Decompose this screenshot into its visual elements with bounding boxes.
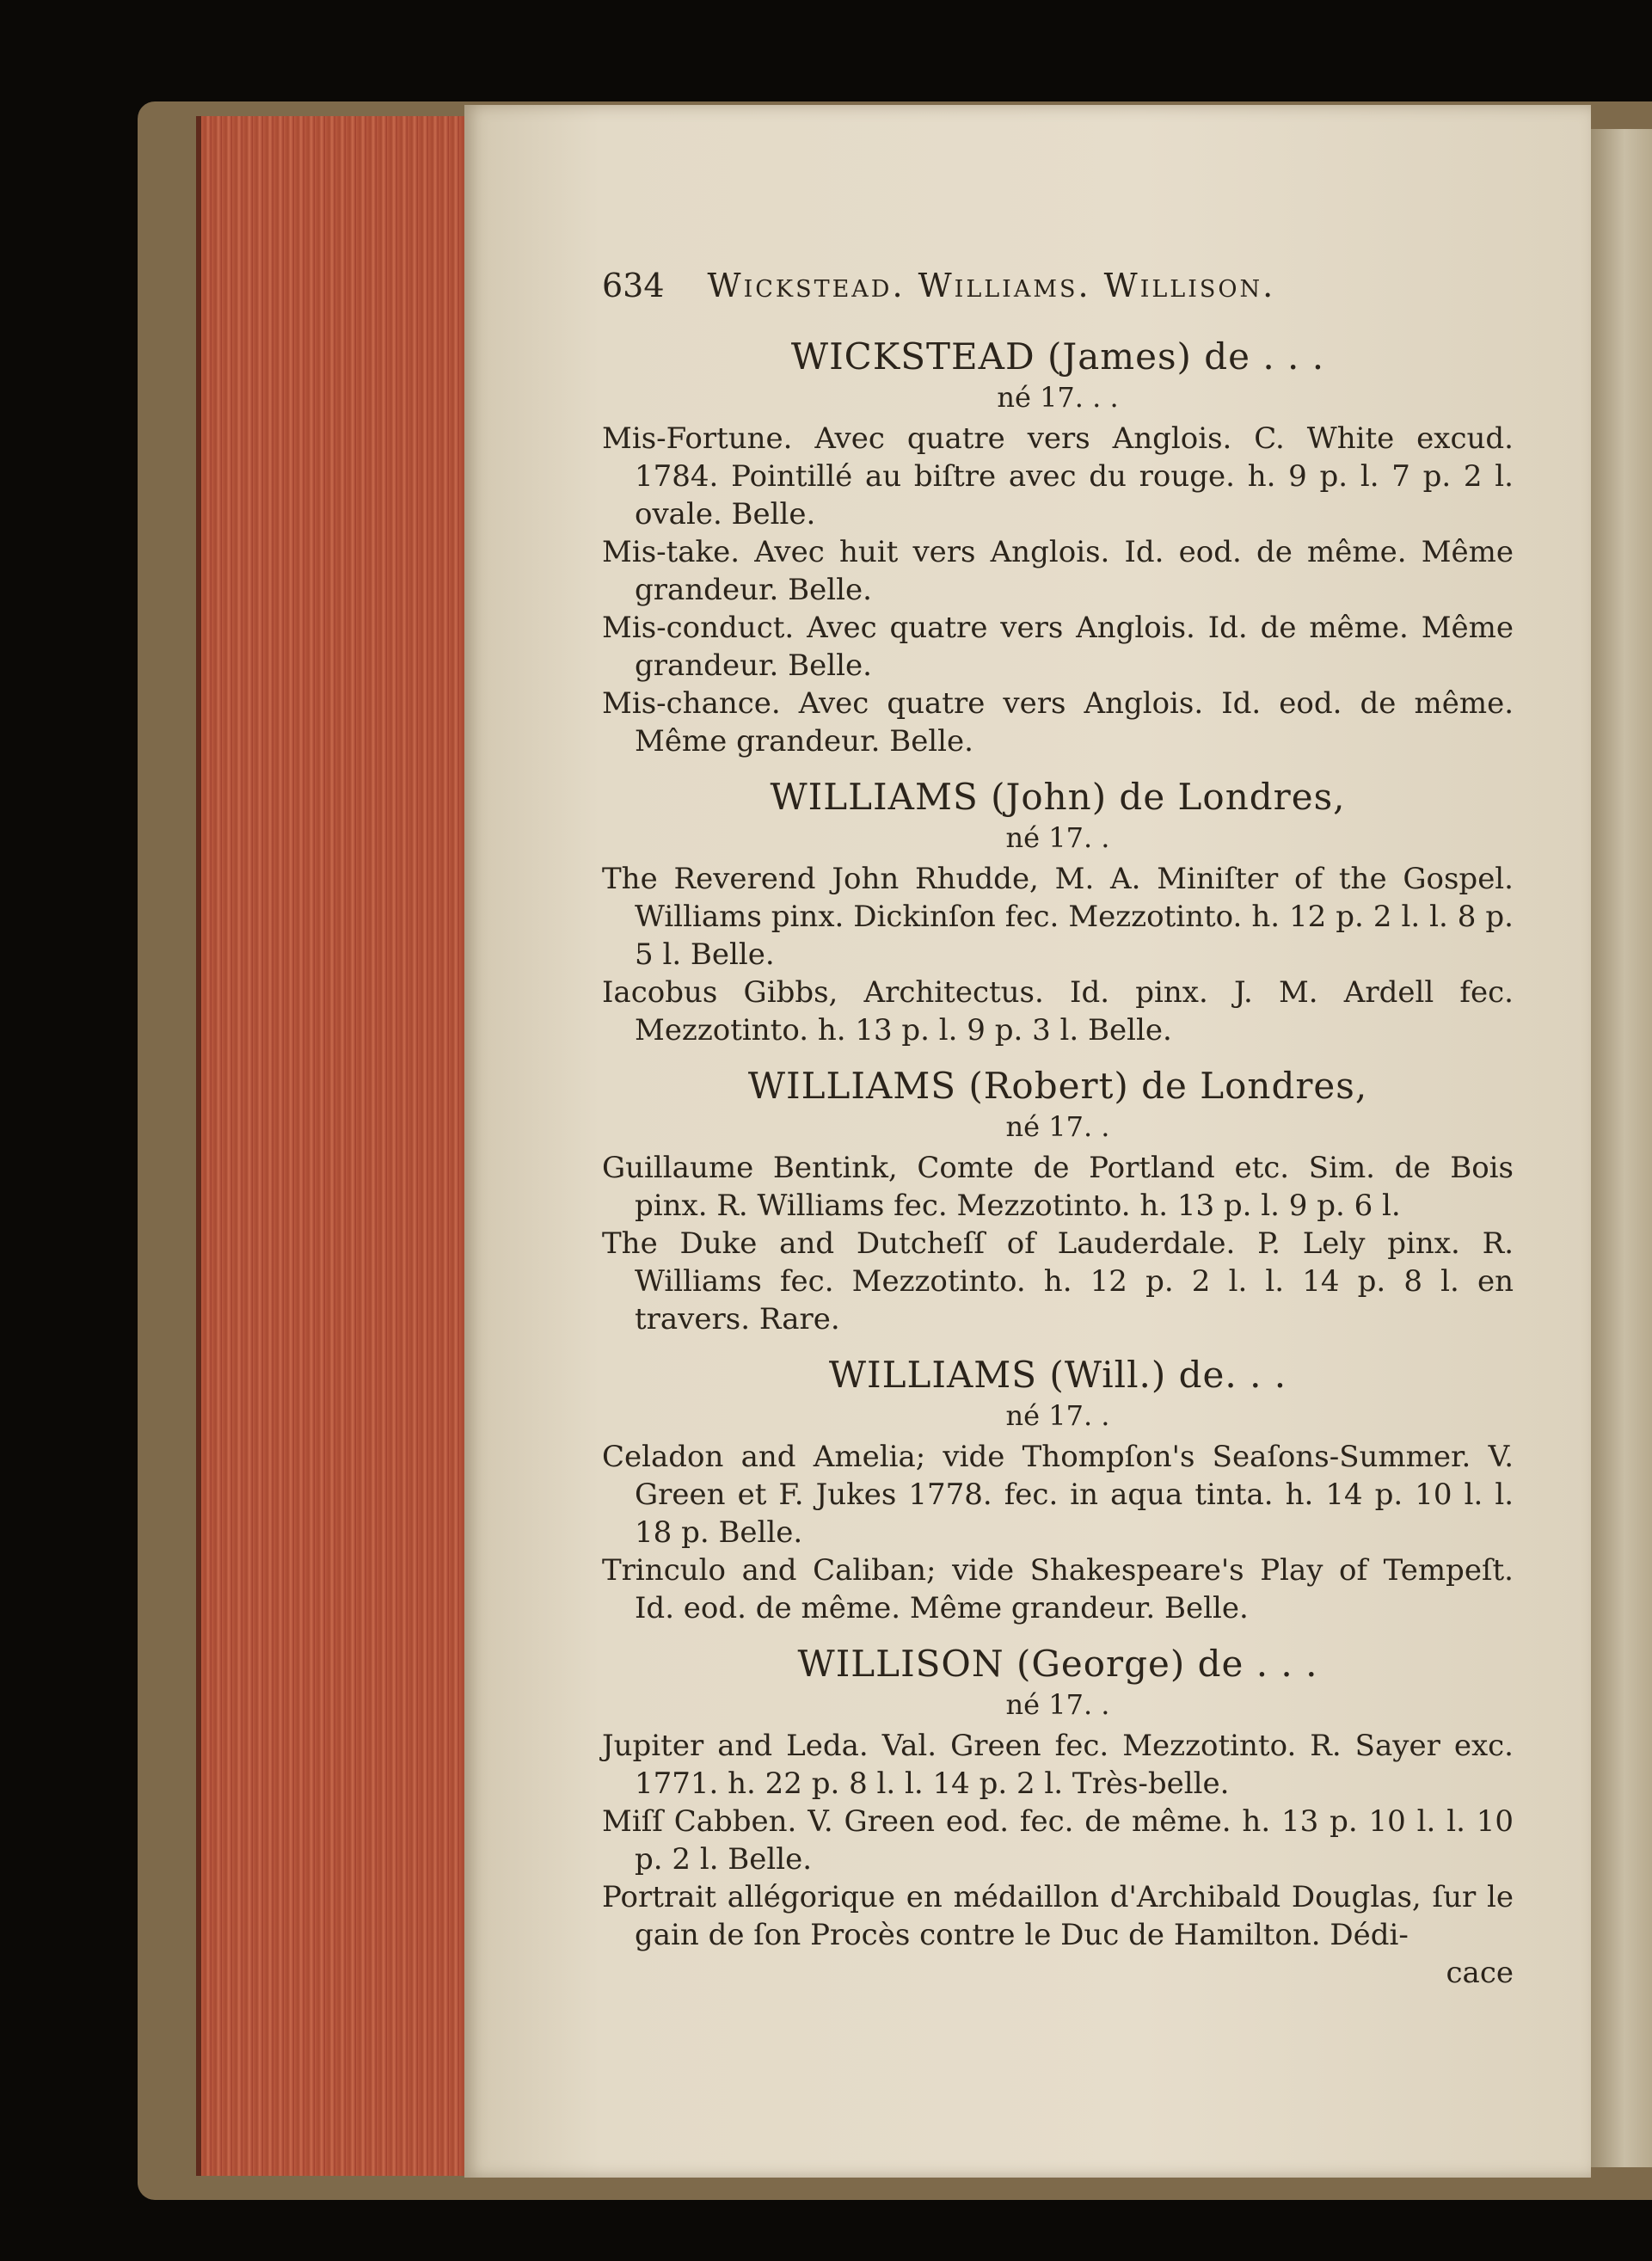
artist-name: WILLISON (George) de . . . (797, 1643, 1318, 1685)
catalog-entry: Mis-conduct. Avec quatre vers Anglois. Id. de même. Même grandeur. Belle. (602, 611, 1514, 683)
artist-name: WILLIAMS (Robert) de Londres, (747, 1065, 1368, 1107)
catalog-entry: Mis-Fortune. Avec quatre vers Anglois. C. White excud. 1784. Pointillé au biſtre avec du rouge. h. 9 p. l. 7 p. 2 l. ovale. Belle. (602, 421, 1514, 531)
catalog-entry: Trinculo and Caliban; vide Shakespeare's Play of Tempeſt. Id. eod. de même. Même grandeur. Belle. (602, 1553, 1514, 1625)
catalog-entry: Portrait allégorique en médaillon d'Archibald Douglas, ſur le gain de ſon Procès contre le Duc de Hamilton. Dédi- (602, 1880, 1514, 1952)
artist-section (602, 1065, 1514, 1338)
artist-section (602, 1354, 1514, 1627)
artist-section (602, 335, 1514, 760)
catalog-entry: Celadon and Amelia; vide Thompſon's Seaſons-Summer. V. Green et F. Jukes 1778. fec. in aqua tinta. h. 14 p. 10 l. l. 18 p. Belle. (602, 1440, 1514, 1550)
catalog-entry: The Duke and Dutcheſſ of Lauderdale. P. Lely pinx. R. Williams fec. Mezzotinto. h. 12 p. 2 l. l. 14 p. 8 l. en travers. Rare. (602, 1226, 1514, 1336)
catalog-entry: Miſſ Cabben. V. Green eod. fec. de même. h. 13 p. 10 l. l. 10 p. 2 l. Belle. (602, 1804, 1514, 1877)
catalog-entry: Mis-chance. Avec quatre vers Anglois. Id. eod. de même. Même grandeur. Belle. (602, 686, 1514, 759)
artist-section (602, 776, 1514, 1049)
artist-born: né 17. . (1005, 1110, 1110, 1143)
catchword: cace (1446, 1956, 1514, 1990)
artist-born: né 17. . (1005, 1399, 1110, 1432)
page-number: 634 (602, 267, 665, 304)
artist-born: né 17. . (1005, 1688, 1110, 1721)
catalog-entry: Guillaume Bentink, Comte de Portland etc. Sim. de Bois pinx. R. Williams fec. Mezzotinto. h. 13 p. l. 9 p. 6 l. (602, 1151, 1514, 1223)
catalog-entry: Iacobus Gibbs, Architectus. Id. pinx. J. M. Ardell fec. Mezzotinto. h. 13 p. l. 9 p. 3 l. Belle. (602, 975, 1514, 1048)
facing-page-edge (1591, 129, 1652, 2167)
artist-name: WILLIAMS (John) de Londres, (770, 776, 1346, 818)
artist-section (602, 1643, 1514, 1954)
page-edges (196, 116, 470, 2176)
catalog-entry: The Reverend John Rhudde, M. A. Miniſter of the Gospel. Williams pinx. Dickinſon fec. Mezzotinto. h. 12 p. 2 l. l. 8 p. 5 l. Belle. (602, 862, 1514, 972)
page-text (602, 267, 1514, 1992)
artist-born: né 17. . (1005, 821, 1110, 854)
running-head: Wickstead. Williams. Willison. (707, 267, 1276, 304)
artist-born: né 17. . . (997, 381, 1119, 414)
artist-name: WICKSTEAD (James) de . . . (790, 335, 1325, 378)
catalog-entry: Mis-take. Avec huit vers Anglois. Id. eod. de même. Même grandeur. Belle. (602, 535, 1514, 607)
catalog-entry: Jupiter and Leda. Val. Green fec. Mezzotinto. R. Sayer exc. 1771. h. 22 p. 8 l. l. 14 p. 2 l. Très-belle. (602, 1729, 1514, 1801)
page-header (602, 267, 1514, 304)
artist-name: WILLIAMS (Will.) de. . . (828, 1354, 1287, 1396)
